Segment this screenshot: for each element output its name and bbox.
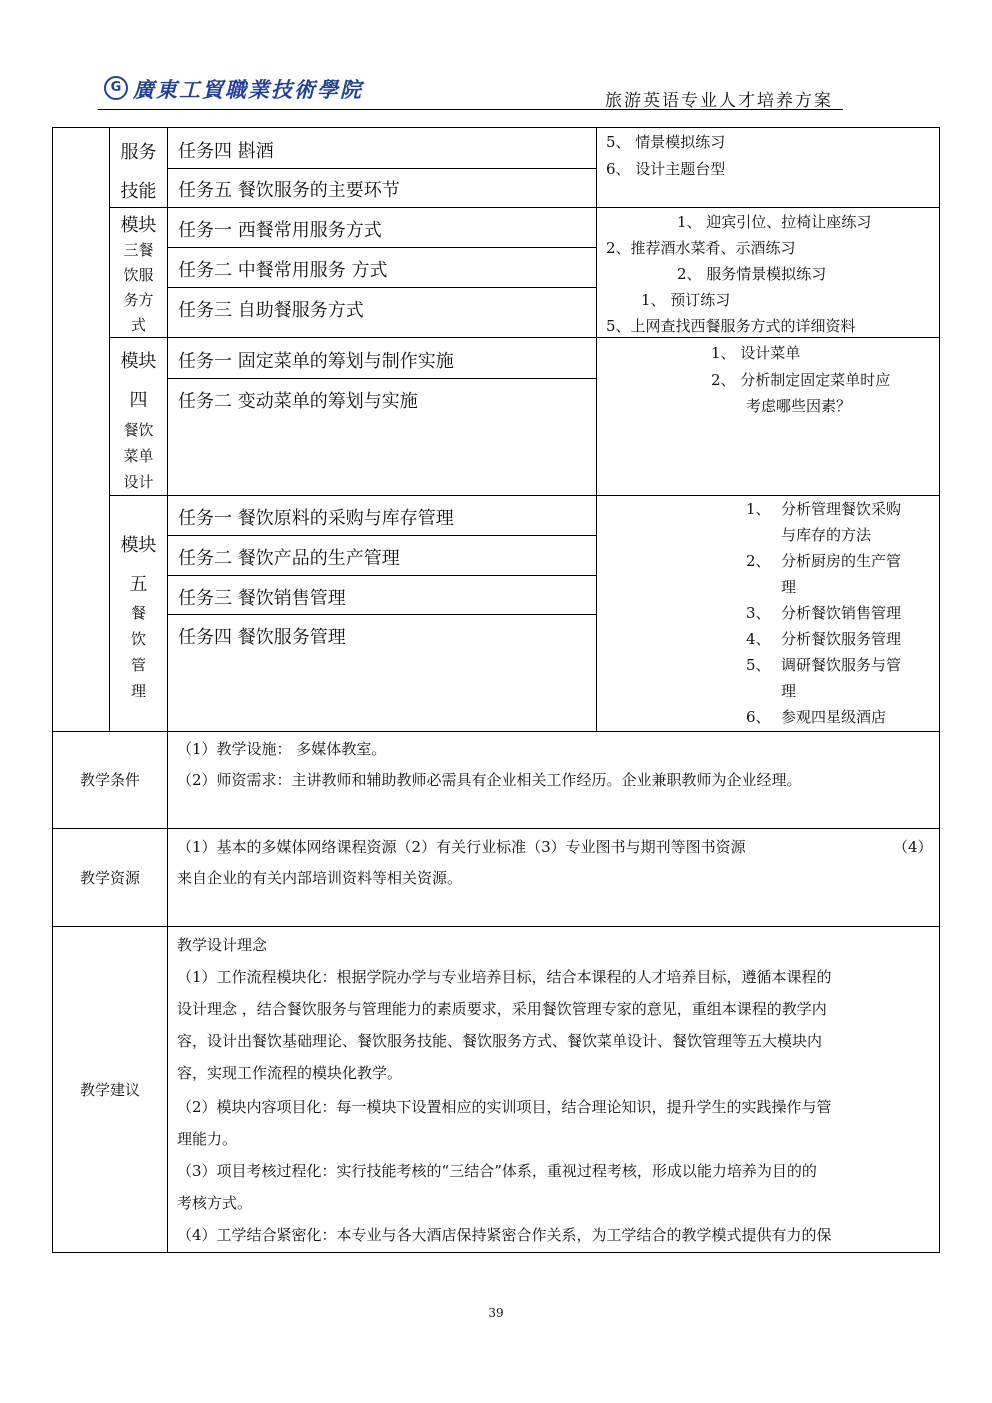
teaching-resources-line: （4） bbox=[893, 838, 933, 856]
activity-number: 1、 bbox=[746, 500, 771, 518]
activity-item: 参观四星级酒店 bbox=[781, 708, 887, 726]
college-logo-text: 廣東工貿職業技術學院 bbox=[133, 77, 363, 102]
teaching-suggestions-line: 容，设计出餐饮基础理论、餐饮服务技能、餐饮服务方式、餐饮菜单设计、餐饮管理等五大模块内 bbox=[177, 1032, 823, 1050]
teaching-suggestions-line: 教学设计理念 bbox=[177, 936, 268, 954]
teaching-suggestions-line: （2）模块内容项目化：每一模块下设置相应的实训项目，结合理论知识，提升学生的实践操作与管 bbox=[177, 1098, 832, 1116]
teaching-conditions-label: 教学条件 bbox=[79, 771, 140, 789]
activity-item: 2、推荐酒水菜肴、示酒练习 bbox=[606, 239, 796, 257]
activity-item: 5、上网查找西餐服务方式的详细资料 bbox=[606, 317, 856, 335]
task-item: 任务二 餐饮产品的生产管理 bbox=[178, 548, 400, 569]
module-name-line: 管 bbox=[130, 656, 146, 674]
document-title: 旅游英语专业人才培养方案 bbox=[605, 91, 833, 111]
module-name-line: 服务 bbox=[120, 142, 157, 163]
activity-item: 调研餐饮服务与管 bbox=[781, 656, 902, 674]
activity-item: 考虑哪些因素？ bbox=[746, 397, 852, 415]
task-item: 任务四 餐饮服务管理 bbox=[178, 627, 346, 648]
task-item: 任务一 固定菜单的筹划与制作实施 bbox=[178, 351, 454, 372]
module-name-line: 理 bbox=[130, 682, 146, 700]
module-name-line: 餐饮 bbox=[123, 421, 154, 439]
college-logo-icon: G bbox=[104, 76, 128, 100]
module-name-line: 菜单 bbox=[123, 447, 154, 465]
activity-item: 1、 设计菜单 bbox=[711, 344, 801, 362]
teaching-conditions-line: （2）师资需求：主讲教师和辅助教师必需具有企业相关工作经历。企业兼职教师为企业经理。 bbox=[177, 771, 802, 789]
task-item: 任务一 西餐常用服务方式 bbox=[178, 220, 382, 241]
module-name-line: 式 bbox=[130, 316, 146, 334]
module-name-line: 技能 bbox=[120, 181, 157, 202]
module-name-line: 三餐 bbox=[123, 241, 154, 259]
activity-item: 6、 设计主题台型 bbox=[606, 160, 726, 178]
module-name-line: 模块 bbox=[120, 535, 157, 556]
module-name-line: 设计 bbox=[123, 473, 154, 491]
activity-item: 1、 迎宾引位、拉椅让座练习 bbox=[677, 213, 872, 231]
header-rule bbox=[98, 109, 843, 110]
activity-item: 理 bbox=[781, 682, 797, 700]
task-item: 任务三 餐饮销售管理 bbox=[178, 588, 346, 609]
activity-item: 分析管理餐饮采购 bbox=[781, 500, 902, 518]
module-name-line: 模块 bbox=[120, 351, 157, 372]
activity-item: 5、 情景模拟练习 bbox=[606, 133, 726, 151]
module-name-line: 饮 bbox=[130, 630, 146, 648]
teaching-suggestions-line: （3）项目考核过程化：实行技能考核的“三结合”体系，重视过程考核，形成以能力培养为目的的 bbox=[177, 1162, 817, 1180]
teaching-resources-line: （1）基本的多媒体网络课程资源（2）有关行业标准（3）专业图书与期刊等图书资源 bbox=[177, 838, 746, 856]
task-item: 任务二 变动菜单的筹划与实施 bbox=[178, 391, 418, 412]
module-name-line: 务方 bbox=[123, 291, 154, 309]
activity-item: 理 bbox=[781, 578, 797, 596]
teaching-resources-label: 教学资源 bbox=[79, 869, 140, 887]
teaching-suggestions-line: （1）工作流程模块化：根据学院办学与专业培养目标，结合本课程的人才培养目标，遵循本课程的 bbox=[177, 968, 832, 986]
activity-item: 分析厨房的生产管 bbox=[781, 552, 902, 570]
teaching-conditions-line: （1）教学设施： 多媒体教室。 bbox=[177, 740, 387, 758]
task-item: 任务一 餐饮原料的采购与库存管理 bbox=[178, 508, 454, 529]
activity-number: 4、 bbox=[746, 630, 771, 648]
module-name-line: 饮服 bbox=[123, 266, 154, 284]
teaching-resources-line: 来自企业的有关内部培训资料等相关资源。 bbox=[177, 869, 463, 887]
activity-number: 2、 bbox=[746, 552, 771, 570]
activity-item: 2、 分析制定固定菜单时应 bbox=[711, 371, 891, 389]
task-item: 任务三 自助餐服务方式 bbox=[178, 300, 364, 321]
teaching-suggestions-label: 教学建议 bbox=[79, 1081, 140, 1099]
task-item: 任务五 餐饮服务的主要环节 bbox=[178, 180, 400, 201]
module-name-line: 四 bbox=[129, 390, 148, 411]
teaching-suggestions-line: 考核方式。 bbox=[177, 1194, 253, 1212]
teaching-suggestions-line: 理能力。 bbox=[177, 1130, 238, 1148]
activity-item: 分析餐饮服务管理 bbox=[781, 630, 902, 648]
activity-item: 与库存的方法 bbox=[781, 526, 872, 544]
activity-item: 2、 服务情景模拟练习 bbox=[677, 265, 827, 283]
module-name-line: 模块 bbox=[120, 215, 157, 236]
page-number: 39 bbox=[488, 1306, 504, 1320]
module-name-line: 五 bbox=[129, 574, 148, 595]
activity-number: 3、 bbox=[746, 604, 771, 622]
activity-number: 5、 bbox=[746, 656, 771, 674]
activity-item: 1、 预订练习 bbox=[641, 291, 731, 309]
teaching-suggestions-line: 容，实现工作流程的模块化教学。 bbox=[177, 1064, 403, 1082]
activity-item: 分析餐饮销售管理 bbox=[781, 604, 902, 622]
task-item: 任务四 斟酒 bbox=[178, 141, 274, 162]
teaching-suggestions-line: （4）工学结合紧密化：本专业与各大酒店保持紧密合作关系，为工学结合的教学模式提供有力的保 bbox=[177, 1226, 832, 1244]
task-item: 任务二 中餐常用服务 方式 bbox=[178, 260, 388, 281]
teaching-suggestions-line: 设计理念 ，结合餐饮服务与管理能力的素质要求，采用餐饮管理专家的意见，重组本课程的教学内 bbox=[177, 1000, 827, 1018]
module-name-line: 餐 bbox=[130, 604, 146, 622]
activity-number: 6、 bbox=[746, 708, 771, 726]
